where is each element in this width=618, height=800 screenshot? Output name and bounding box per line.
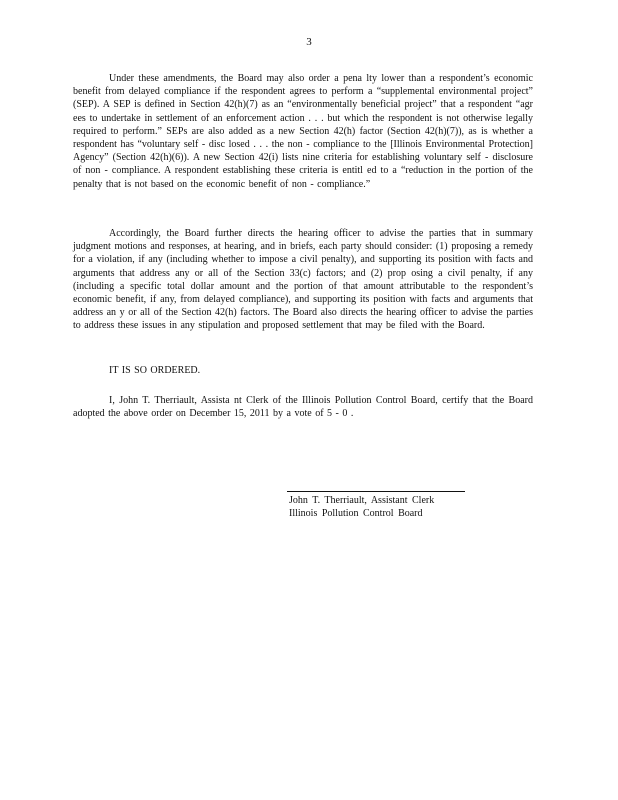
signature-line [287,491,465,492]
signature-organization: Illinois Pollution Control Board [289,508,423,520]
paragraph-directions: Accordingly, the Board further directs the hearing officer to advise the parties that in summary judgment motions and responses, at hearing, and in briefs, each party should consider: (1) proposing a remedy for a violation, if any (including whether to impose a civil penalty), and supporting its position with facts and arguments that address any or all of the Section 33(c) factors; and (2) prop osing a civil penalty, if any (including a specific total dollar amount and the portion of that amount attributable to the respondent’s economic benefit, if any, from delayed compliance), and supporting its position with facts and arguments that address an y or all of the Section 42(h) factors. The Board also directs the hearing officer to advise the parties to address these issues in any stipulation and proposed settlement that may be filed with the Board. [73,228,533,332]
page-number: 3 [306,36,312,48]
paragraph-amendments: Under these amendments, the Board may also order a pena lty lower than a respondent’s economic benefit from delayed compliance if the respondent agrees to perform a “supplemental environmental project” (SEP). A SEP is defined in Section 42(h)(7) as an “environmentally beneficial project” that a respondent “agr ees to undertake in settlement of an enforcement action . . . but which the respondent is not otherwise legally required to perform.” SEPs are also added as a new Section 42(h) factor (Section 42(h)(7)), as is whether a respondent has “voluntary self - disc losed . . . the non - compliance to the [Illinois Environmental Protection] Agency” (Section 42(h)(6)). A new Section 42(i) lists nine criteria for establishing voluntary self - disclosure of non - compliance. A respondent establishing these criteria is entitl ed to a “reduction in the portion of the penalty that is not based on the economic benefit of non - compliance.” [73,73,533,190]
paragraph-so-ordered: IT IS SO ORDERED. [109,365,201,376]
paragraph-certification: I, John T. Therriault, Assista nt Clerk of the Illinois Pollution Control Board, certify that the Board adopted the above order on December 15, 2011 by a vote of 5 - 0 . [73,395,533,420]
signature-block [289,494,434,520]
signature-name-title: John T. Therriault, Assistant Clerk [289,495,435,506]
